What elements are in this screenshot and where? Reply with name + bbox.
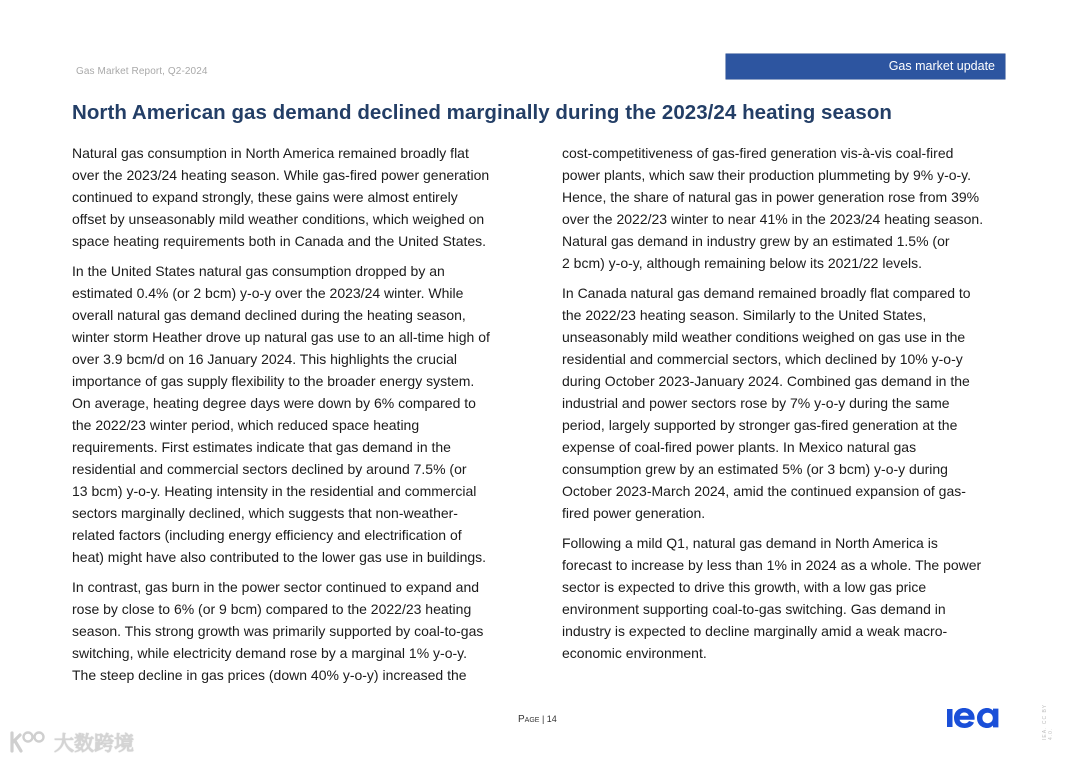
section-tag: Gas market update (726, 54, 1005, 79)
text-line: The steep decline in gas prices (down 40% y-o-y) increased the (72, 667, 467, 683)
page-number (518, 714, 557, 725)
text-line: In contrast, gas burn in the power sector continued to expand and (72, 579, 480, 595)
text-line: residential and commercial sectors declined by around 7.5% (or (72, 461, 467, 477)
text-line: Hence, the share of natural gas in power generation rose from 39% (562, 189, 980, 205)
page-separator: | (539, 714, 547, 724)
text-line: 13 bcm) y-o-y. Heating intensity in the residential and commercial (72, 483, 477, 499)
text-line: sectors marginally declined, which suggests that non-weather- (72, 505, 458, 521)
text-line: residential and commercial sectors, which declined by 10% y-o-y (562, 351, 963, 367)
text-line: forecast to increase by less than 1% in 2024 as a whole. The power (562, 557, 982, 573)
text-line: In the United States natural gas consumption dropped by an (72, 263, 445, 279)
text-line: October 2023-March 2024, amid the continued expansion of gas- (562, 483, 966, 499)
text-line: switching, while electricity demand rose by a marginal 1% y-o-y. (72, 645, 468, 661)
text-line: period, largely supported by stronger gas-fired generation at the (562, 417, 958, 433)
paragraph-outlook (562, 532, 1022, 664)
text-line: over the 2023/24 heating season. While gas-fired power generation (72, 167, 490, 183)
text-line: heat) might have also contributed to the lower gas use in buildings. (72, 549, 487, 565)
text-line: On average, heating degree days were down by 6% compared to (72, 395, 476, 411)
text-line: over 3.9 bcm/d on 16 January 2024. This highlights the crucial (72, 351, 457, 367)
text-line: space heating requirements both in Canada and the United States. (72, 233, 487, 249)
text-line: rose by close to 6% (or 9 bcm) compared to the 2022/23 heating (72, 601, 472, 617)
text-line: during October 2023-January 2024. Combined gas demand in the (562, 373, 970, 389)
paragraph-united-states (72, 260, 532, 568)
text-line: consumption grew by an estimated 5% (or 3 bcm) y-o-y during (562, 461, 948, 477)
text-line: winter storm Heather drove up natural gas use to an all-time high of (72, 329, 490, 345)
text-line: sector is expected to drive this growth, with a low gas price (562, 579, 927, 595)
text-line: unseasonably mild weather conditions weighed on gas use in the (562, 329, 966, 345)
text-line: over the 2022/23 winter to near 41% in the 2023/24 heating season. (562, 211, 984, 227)
text-line: estimated 0.4% (or 2 bcm) y-o-y over the 2023/24 winter. While (72, 285, 464, 301)
text-line: overall natural gas demand declined during the heating season, (72, 307, 466, 323)
text-line: industrial and power sectors rose by 7% y-o-y during the same (562, 395, 950, 411)
text-line: season. This strong growth was primarily supported by coal-to-gas (72, 623, 484, 639)
text-line: the 2022/23 winter period, which reduced space heating (72, 417, 420, 433)
text-line: offset by unseasonably mild weather conditions, which weighed on (72, 211, 485, 227)
watermark-text: 大数跨境 (54, 733, 134, 755)
text-line: fired power generation. (562, 505, 706, 521)
text-line: requirements. First estimates indicate that gas demand in the (72, 439, 451, 455)
text-line: environment supporting coal-to-gas switching. Gas demand in (562, 601, 946, 617)
text-line: expense of coal-fired power plants. In Mexico natural gas (562, 439, 917, 455)
text-line: cost-competitiveness of gas-fired generation vis-à-vis coal-fired (562, 145, 954, 161)
text-line: Natural gas demand in industry grew by an estimated 1.5% (or (562, 233, 950, 249)
text-line: industry is expected to decline marginally amid a weak macro- (562, 623, 948, 639)
page-title: North American gas demand declined marginally during the 2023/24 heating season (72, 101, 893, 124)
page-word: Page (518, 714, 540, 725)
watermark-logo-icon (8, 729, 50, 755)
text-line: economic environment. (562, 645, 707, 661)
text-line: 2 bcm) y-o-y, although remaining below its 2021/22 levels. (562, 255, 923, 271)
license-code: IEA. CC BY 4.0. (1042, 703, 1054, 740)
iea-logo-icon (946, 704, 1008, 732)
paragraph-overview (72, 142, 532, 252)
text-line: continued to expand strongly, these gains were almost entirely (72, 189, 458, 205)
paragraph-power-sector-continued (562, 142, 1022, 274)
text-line: In Canada natural gas demand remained broadly flat compared to (562, 285, 971, 301)
text-line: importance of gas supply flexibility to the broader energy system. (72, 373, 475, 389)
page-number-value: 14 (546, 714, 557, 724)
text-line: Natural gas consumption in North America remained broadly flat (72, 145, 469, 161)
paragraph-canada-mexico (562, 282, 1022, 524)
text-line: power plants, which saw their production plummeting by 9% y-o-y. (562, 167, 972, 183)
right-column (562, 142, 1022, 672)
paragraph-power-sector (72, 576, 532, 686)
text-line: Following a mild Q1, natural gas demand in North America is (562, 535, 938, 551)
watermark (8, 727, 134, 756)
report-label: Gas Market Report, Q2-2024 (76, 66, 208, 77)
left-column (72, 142, 532, 694)
text-line: related factors (including energy efficiency and electrification of (72, 527, 462, 543)
text-line: the 2022/23 heating season. Similarly to the United States, (562, 307, 927, 323)
